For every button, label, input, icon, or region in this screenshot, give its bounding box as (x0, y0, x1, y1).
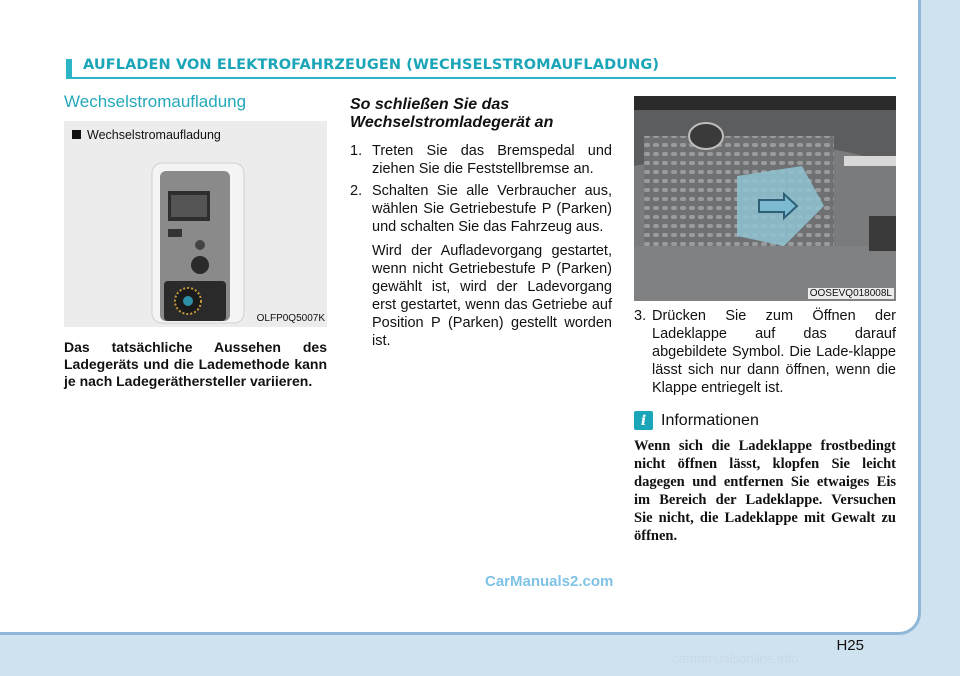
charge-door-photo (634, 96, 896, 301)
right-column (634, 96, 896, 545)
step-number: 2. (350, 183, 363, 199)
step-text: Treten Sie das Bremspedal und ziehen Sie die Feststellbremse an. (372, 143, 612, 177)
charger-note: Das tatsächliche Aussehen des Ladegeräts und die Lademethode kann je nach Ladegeräthersteller variieren. (64, 339, 327, 389)
step-text: Drücken Sie zum Öffnen der Ladeklappe auf das darauf abgebildete Symbol. Die Lade-klappe lässt sich nur dann öffnen, wenn die Klappe entriegelt ist. (652, 308, 896, 396)
info-title: Informationen (661, 411, 759, 429)
watermark-link[interactable]: CarManuals2.com (485, 573, 614, 590)
left-column (64, 92, 327, 390)
charger-figure (64, 121, 327, 327)
procedure-heading (350, 96, 612, 132)
procedure-heading-line2: Wechselstromladegerät an (350, 114, 554, 131)
header-accent-bar (66, 59, 72, 79)
figure-code: OLFP0Q5007K (256, 313, 325, 324)
step-text: Schalten Sie alle Verbraucher aus, wählen Sie Getriebestufe P (Parken) und schalten Sie das Fahrzeug aus. (372, 183, 612, 235)
step-item (350, 142, 612, 178)
step-item (350, 182, 612, 350)
step-number: 1. (350, 143, 363, 159)
procedure-heading-line1: So schließen Sie das (350, 96, 510, 113)
photo-code: OOSEVQ018008L (809, 288, 892, 299)
subsection-heading: Wechselstromaufladung (64, 92, 247, 111)
step-number: 3. (634, 308, 647, 324)
page-number: H25 (836, 637, 864, 654)
info-icon: i (634, 411, 653, 430)
header-rule (72, 77, 896, 79)
info-text: Wenn sich die Ladeklappe frostbedingt nicht öffnen lässt, klopfen Sie leicht dagegen und entfernen Sie etwaiges Eis im Bereich der Ladeklappe. Versuchen Sie nicht, die Ladeklappe mit Gewalt zu öffnen. (634, 438, 896, 544)
step-item (634, 307, 896, 397)
step-list (350, 142, 612, 350)
charging-station-illustration (64, 121, 327, 327)
section-title: AUFLADEN VON ELEKTROFAHRZEUGEN (WECHSELSTROMAUFLADUNG) (83, 57, 660, 73)
footer-watermark: carmanualsonline.info (672, 651, 799, 666)
step-subnote: Wird der Aufladevorgang gestartet, wenn nicht Getriebestufe P (Parken) gewählt ist, wird der Ladevorgang erst gestartet, wenn das Getriebe auf Position P (Parken) gestellt worden ist. (372, 243, 612, 349)
middle-column (350, 96, 612, 354)
vehicle-front-illustration (634, 96, 896, 301)
figure-caption-text: Wechselstromaufladung (87, 128, 221, 142)
info-header (634, 411, 896, 430)
